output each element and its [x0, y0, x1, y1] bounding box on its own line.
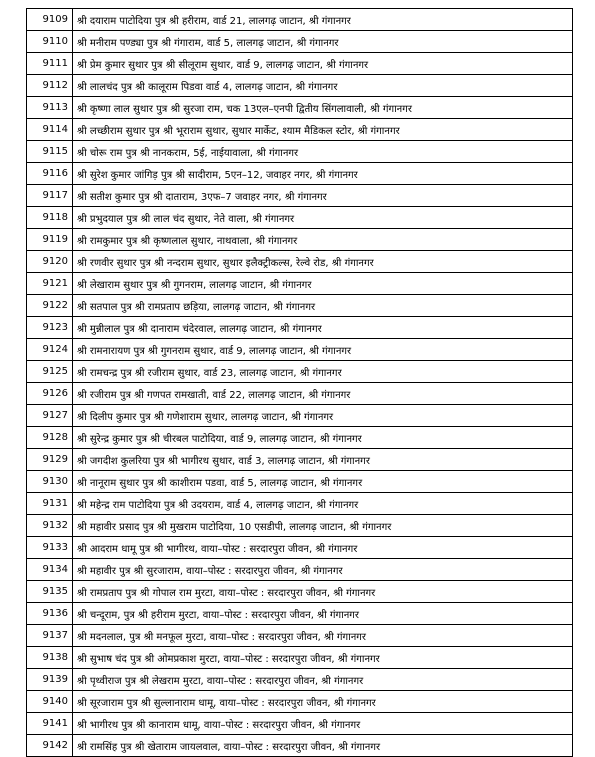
serial-number: 9111: [27, 53, 73, 75]
table-row: [27, 603, 573, 625]
member-details: श्री सुरेश कुमार जांगिड़ पुत्र श्री सादीराम, 5एन–12, जवाहर नगर, श्री गंगानगर: [73, 163, 573, 185]
serial-number: 9112: [27, 75, 73, 97]
member-details: श्री सूरजाराम पुत्र श्री सुल्लानाराम धामू, वाया–पोस्ट : सरदारपुरा जीवन, श्री गंगानगर: [73, 691, 573, 713]
table-row: [27, 493, 573, 515]
serial-number: 9124: [27, 339, 73, 361]
serial-number: 9135: [27, 581, 73, 603]
table-row: [27, 581, 573, 603]
table-row: [27, 405, 573, 427]
member-details: श्री रामकुमार पुत्र श्री कृष्णलाल सुथार, नाथवाला, श्री गंगानगर: [73, 229, 573, 251]
table-row: [27, 735, 573, 757]
member-details: श्री नानूराम सुथार पुत्र श्री काशीराम पडवा, वार्ड 5, लालगढ़ जाटान, श्री गंगानगर: [73, 471, 573, 493]
table-row: [27, 273, 573, 295]
member-details: श्री मुन्नीलाल पुत्र श्री दानाराम चंदेरवाल, लालगढ़ जाटान, श्री गंगानगर: [73, 317, 573, 339]
table-row: [27, 339, 573, 361]
serial-number: 9115: [27, 141, 73, 163]
table-row: [27, 31, 573, 53]
serial-number: 9114: [27, 119, 73, 141]
member-details: श्री महावीर पुत्र श्री सुरजाराम, वाया–पोस्ट : सरदारपुरा जीवन, श्री गंगानगर: [73, 559, 573, 581]
member-details: श्री मनीराम पण्ड्या पुत्र श्री गंगाराम, वार्ड 5, लालगढ़ जाटान, श्री गंगानगर: [73, 31, 573, 53]
serial-number: 9121: [27, 273, 73, 295]
serial-number: 9129: [27, 449, 73, 471]
member-details: श्री महावीर प्रसाद पुत्र श्री मुखराम पाटोदिया, 10 एसडीपी, लालगढ़ जाटान, श्री गंगानगर: [73, 515, 573, 537]
member-table: [26, 8, 573, 757]
table-row: [27, 515, 573, 537]
member-details: श्री प्रेम कुमार सुथार पुत्र श्री सीलूराम सुथार, वार्ड 9, लालगढ़ जाटान, श्री गंगानगर: [73, 53, 573, 75]
serial-number: 9123: [27, 317, 73, 339]
table-row: [27, 295, 573, 317]
serial-number: 9137: [27, 625, 73, 647]
table-row: [27, 53, 573, 75]
table-row: [27, 119, 573, 141]
member-details: श्री चोरू राम पुत्र श्री नानकराम, 5ई, नाईयावाला, श्री गंगानगर: [73, 141, 573, 163]
table-row: [27, 9, 573, 31]
table-row: [27, 691, 573, 713]
serial-number: 9142: [27, 735, 73, 757]
serial-number: 9131: [27, 493, 73, 515]
member-details: श्री रणवीर सुथार पुत्र श्री नन्दराम सुथार, सुथार इलैक्ट्रीकल्स, रेल्वे रोड, श्री गंगानगर: [73, 251, 573, 273]
serial-number: 9116: [27, 163, 73, 185]
serial-number: 9118: [27, 207, 73, 229]
table-row: [27, 559, 573, 581]
table-row: [27, 647, 573, 669]
table-row: [27, 669, 573, 691]
member-details: श्री कृष्णा लाल सुथार पुत्र श्री सुरजा राम, चक 13एल–एनपी द्वितीय सिंगलावाली, श्री गंगानगर: [73, 97, 573, 119]
member-details: श्री रामनारायण पुत्र श्री गुगनराम सुथार, वार्ड 9, लालगढ़ जाटान, श्री गंगानगर: [73, 339, 573, 361]
table-row: [27, 97, 573, 119]
member-details: श्री रजीराम पुत्र श्री गणपत रामखाती, वार्ड 22, लालगढ़ जाटान, श्री गंगानगर: [73, 383, 573, 405]
serial-number: 9126: [27, 383, 73, 405]
serial-number: 9130: [27, 471, 73, 493]
table-row: [27, 75, 573, 97]
serial-number: 9139: [27, 669, 73, 691]
member-details: श्री सुभाष चंद पुत्र श्री ओमप्रकाश मुरटा, वाया–पोस्ट : सरदारपुरा जीवन, श्री गंगानगर: [73, 647, 573, 669]
member-details: श्री लेखाराम सुथार पुत्र श्री गुगनराम, लालगढ़ जाटान, श्री गंगानगर: [73, 273, 573, 295]
serial-number: 9134: [27, 559, 73, 581]
member-details: श्री चन्दूराम, पुत्र श्री हरीराम मुरटा, वाया–पोस्ट : सरदारपुरा जीवन, श्री गंगानगर: [73, 603, 573, 625]
member-details: श्री दिलीप कुमार पुत्र श्री गणेशाराम सुथार, लालगढ़ जाटान, श्री गंगानगर: [73, 405, 573, 427]
serial-number: 9109: [27, 9, 73, 31]
member-details: श्री रामचन्द्र पुत्र श्री रजीराम सुथार, वार्ड 23, लालगढ़ जाटान, श्री गंगानगर: [73, 361, 573, 383]
table-row: [27, 449, 573, 471]
table-row: [27, 713, 573, 735]
document-sheet: [26, 8, 573, 757]
member-details: श्री लालचंद पुत्र श्री कालूराम पिडवा वार्ड 4, लालगढ़ जाटान, श्री गंगानगर: [73, 75, 573, 97]
serial-number: 9125: [27, 361, 73, 383]
member-details: श्री आदराम धामू पुत्र श्री भागीरथ, वाया–पोस्ट : सरदारपुरा जीवन, श्री गंगानगर: [73, 537, 573, 559]
member-details: श्री पृथ्वीराज पुत्र श्री लेखराम मुरटा, वाया–पोस्ट : सरदारपुरा जीवन, श्री गंगानगर: [73, 669, 573, 691]
serial-number: 9119: [27, 229, 73, 251]
serial-number: 9113: [27, 97, 73, 119]
table-row: [27, 229, 573, 251]
table-row: [27, 537, 573, 559]
serial-number: 9136: [27, 603, 73, 625]
member-details: श्री सुरेन्द्र कुमार पुत्र श्री चीरबल पाटोदिया, वार्ड 9, लालगढ़ जाटान, श्री गंगानगर: [73, 427, 573, 449]
table-row: [27, 625, 573, 647]
table-row: [27, 141, 573, 163]
member-details: श्री लच्छीराम सुथार पुत्र श्री भूराराम सुथार, सुथार मार्केट, श्याम मैडिकल स्टोर, श्री गंगानगर: [73, 119, 573, 141]
member-details: श्री रामसिंह पुत्र श्री खेताराम जायलवाल, वाया–पोस्ट : सरदारपुरा जीवन, श्री गंगानगर: [73, 735, 573, 757]
table-row: [27, 317, 573, 339]
serial-number: 9120: [27, 251, 73, 273]
serial-number: 9138: [27, 647, 73, 669]
serial-number: 9122: [27, 295, 73, 317]
serial-number: 9132: [27, 515, 73, 537]
member-details: श्री महेन्द्र राम पाटोदिया पुत्र श्री उदयराम, वार्ड 4, लालगढ़ जाटान, श्री गंगानगर: [73, 493, 573, 515]
member-details: श्री प्रभुदयाल पुत्र श्री लाल चंद सुथार, नेते वाला, श्री गंगानगर: [73, 207, 573, 229]
member-table-body: [27, 9, 573, 757]
serial-number: 9133: [27, 537, 73, 559]
member-details: श्री सतपाल पुत्र श्री रामप्रताप छड़िया, लालगढ़ जाटान, श्री गंगानगर: [73, 295, 573, 317]
serial-number: 9140: [27, 691, 73, 713]
table-row: [27, 383, 573, 405]
table-row: [27, 251, 573, 273]
table-row: [27, 207, 573, 229]
serial-number: 9110: [27, 31, 73, 53]
table-row: [27, 361, 573, 383]
member-details: श्री जगदीश कुलरिया पुत्र श्री भागीरथ सुथार, वार्ड 3, लालगढ़ जाटान, श्री गंगानगर: [73, 449, 573, 471]
table-row: [27, 427, 573, 449]
member-details: श्री मदनलाल, पुत्र श्री मनफूल मुरटा, वाया–पोस्ट : सरदारपुरा जीवन, श्री गंगानगर: [73, 625, 573, 647]
member-details: श्री दयाराम पाटोदिया पुत्र श्री हरीराम, वार्ड 21, लालगढ़ जाटान, श्री गंगानगर: [73, 9, 573, 31]
serial-number: 9128: [27, 427, 73, 449]
member-details: श्री भागीरथ पुत्र श्री कानाराम धामू, वाया–पोस्ट : सरदारपुरा जीवन, श्री गंगानगर: [73, 713, 573, 735]
member-details: श्री सतीश कुमार पुत्र श्री दाताराम, 3एफ–7 जवाहर नगर, श्री गंगानगर: [73, 185, 573, 207]
table-row: [27, 185, 573, 207]
serial-number: 9141: [27, 713, 73, 735]
serial-number: 9117: [27, 185, 73, 207]
table-row: [27, 471, 573, 493]
serial-number: 9127: [27, 405, 73, 427]
member-details: श्री रामप्रताप पुत्र श्री गोपाल राम मुरटा, वाया–पोस्ट : सरदारपुरा जीवन, श्री गंगानगर: [73, 581, 573, 603]
table-row: [27, 163, 573, 185]
